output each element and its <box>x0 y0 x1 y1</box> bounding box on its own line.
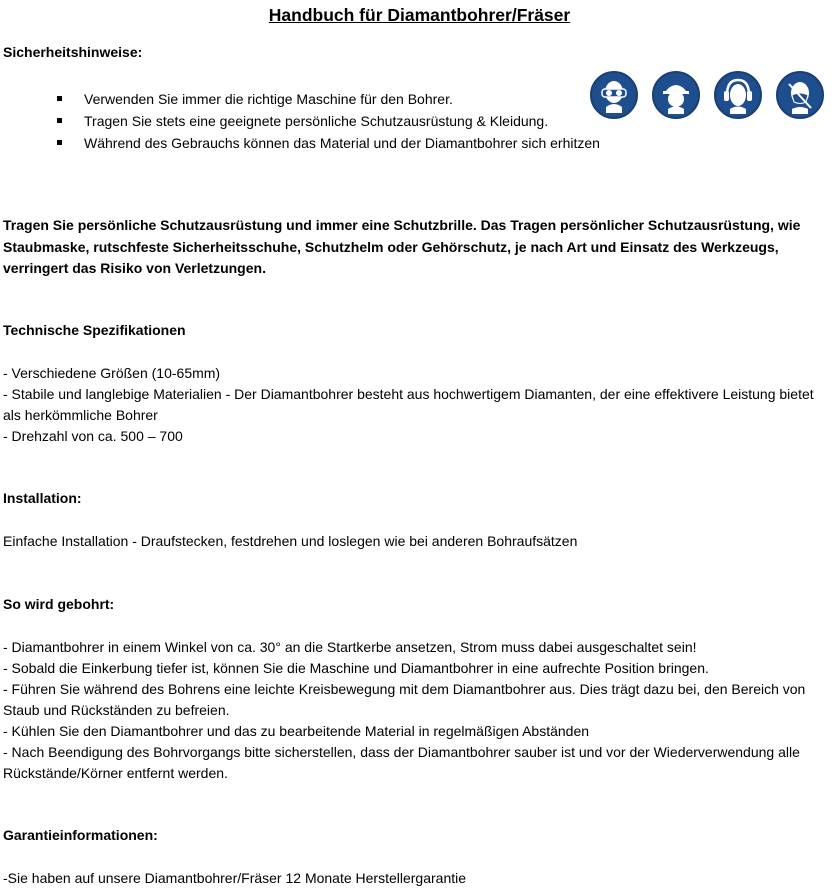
hard-hat-icon <box>652 71 700 119</box>
spec-line: - Verschiedene Größen (10-65mm) <box>3 365 221 381</box>
dust-mask-icon <box>776 71 824 119</box>
drilling-heading: So wird gebohrt: <box>3 596 115 612</box>
safety-heading: Sicherheitshinweise: <box>3 44 143 60</box>
safety-icons <box>590 71 836 123</box>
warranty-heading: Garantieinformationen: <box>3 827 158 843</box>
installation-text: Einfache Installation - Draufstecken, festdrehen und loslegen wie bei anderen Bohraufsätzen <box>3 533 578 549</box>
safety-glasses-icon <box>590 71 638 119</box>
protective-equipment-notice: Tragen Sie persönliche Schutzausrüstung und immer eine Schutzbrille. Das Tragen persönlicher Schutzausrüstung, wie Staubmaske, rutschfeste Sicherheitsschuhe, Schutzhelm oder Gehörschutz, je nach Art und Einsatz des Werkzeugs, verringert das Risiko von Verletzungen. <box>3 217 801 276</box>
drilling-step: - Diamantbohrer in einem Winkel von ca. 30° an die Startkerbe ansetzen, Strom muss dabei ausgeschaltet sein! <box>3 639 697 655</box>
safety-bullet: Während des Gebrauchs können das Material und der Diamantbohrer sich erhitzen <box>57 132 600 154</box>
safety-bullet-list <box>57 88 600 154</box>
safety-bullet: Verwenden Sie immer die richtige Maschine für den Bohrer. <box>57 88 600 110</box>
document-title: Handbuch für Diamantbohrer/Fräser <box>268 5 571 25</box>
installation-heading: Installation: <box>3 490 82 506</box>
drilling-step: - Kühlen Sie den Diamantbohrer und das zu bearbeitende Material in regelmäßigen Abständen <box>3 723 590 739</box>
spec-line: - Stabile und langlebige Materialien - Der Diamantbohrer besteht aus hochwertigem Diamanten, der eine effektivere Leistung bietet als herkömmliche Bohrer <box>3 386 814 423</box>
drilling-step: - Sobald die Einkerbung tiefer ist, können Sie die Maschine und Diamantbohrer in eine aufrechte Position bringen. <box>3 660 709 676</box>
spec-line: - Drehzahl von ca. 500 – 700 <box>3 428 183 444</box>
drilling-step: - Nach Beendigung des Bohrvorgangs bitte sicherstellen, dass der Diamantbohrer sauber ist und vor der Wiederverwendung alle Rückstände/Körner entfernt werden. <box>3 744 800 781</box>
drilling-step: - Führen Sie während des Bohrens eine leichte Kreisbewegung mit dem Diamantbohrer aus. Dies trägt dazu bei, den Bereich von Staub und Rückständen zu befreien. <box>3 681 806 718</box>
safety-bullet: Tragen Sie stets eine geeignete persönliche Schutzausrüstung & Kleidung. <box>57 110 600 132</box>
specs-heading: Technische Spezifikationen <box>3 322 186 338</box>
warranty-text: -Sie haben auf unsere Diamantbohrer/Fräser 12 Monate Herstellergarantie <box>3 870 467 886</box>
ear-protection-icon <box>714 71 762 119</box>
